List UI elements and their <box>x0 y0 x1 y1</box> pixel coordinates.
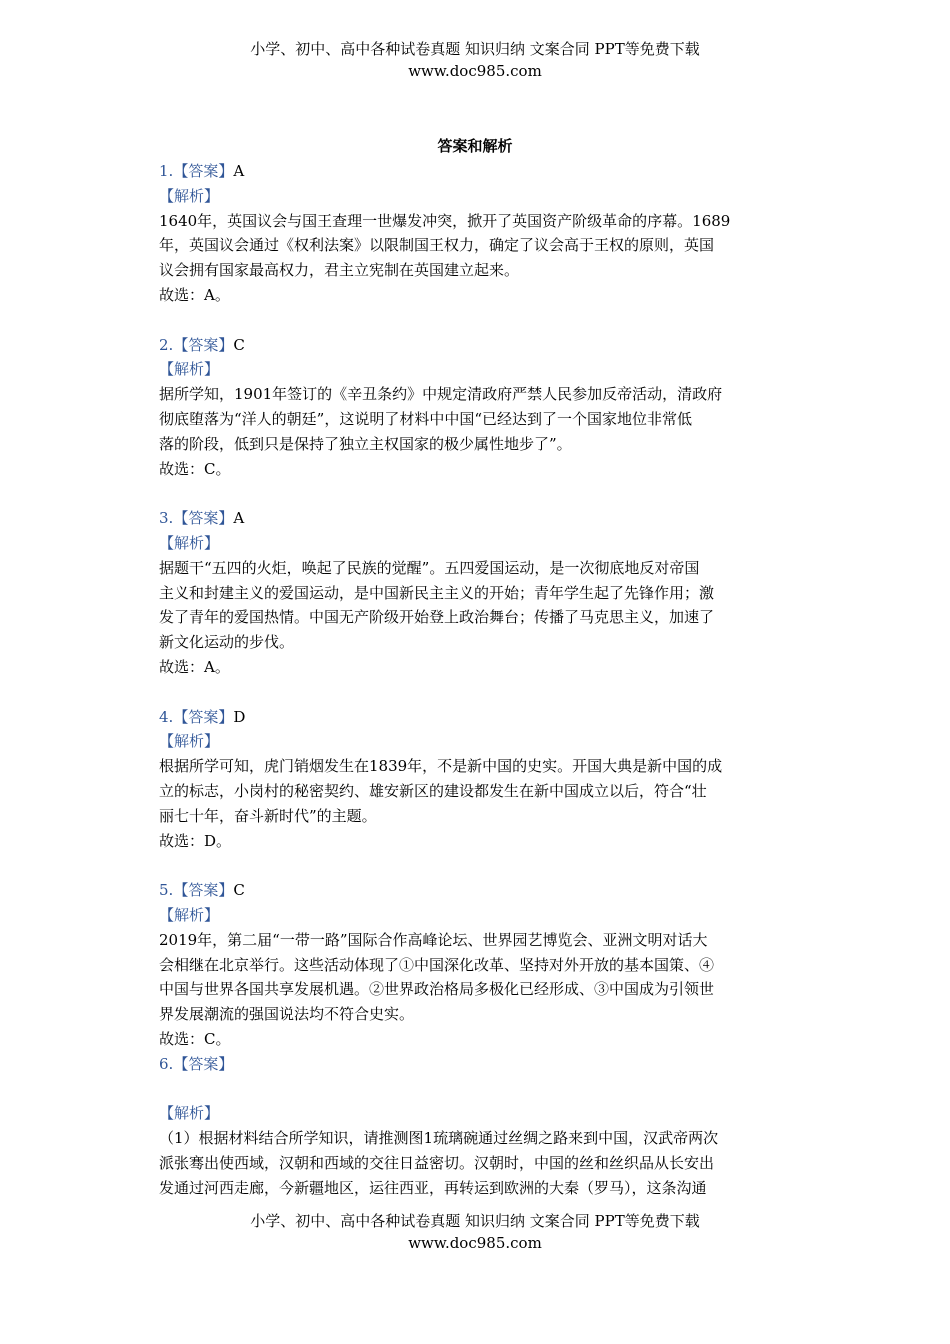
analysis-label: 【解析】 <box>159 186 220 205</box>
answer-line <box>159 506 791 531</box>
analysis-text-line: 落的阶段，低到只是保持了独立主权国家的极少属性地步了”。 <box>159 434 572 453</box>
analysis-text-line: 2019年，第二届“一带一路”国际合作高峰论坛、世界园艺博览会、亚洲文明对话大 <box>159 930 708 949</box>
analysis-text-line: 年，英国议会通过《权利法案》以限制国王权力，确定了议会高于王权的原则，英国 <box>159 236 715 255</box>
answer-label: 【答案】 <box>173 707 234 726</box>
analysis-label: 【解析】 <box>159 533 220 552</box>
analysis-text-line: 根据所学可知，虎门销烟发生在1839年，不是新中国的史实。开国大典是新中国的成 <box>159 757 723 776</box>
answer-line <box>159 878 791 903</box>
answer-item-4 <box>159 705 791 879</box>
analysis-text-line: 新文化运动的步伐。 <box>159 633 295 652</box>
answer-line <box>159 159 791 184</box>
analysis-text-line: 派张骞出使西域，汉朝和西域的交往日益密切。汉朝时，中国的丝和丝织品从长安出 <box>159 1153 715 1172</box>
analysis-text-line: 1640年，英国议会与国王查理一世爆发冲突，掀开了英国资产阶级革命的序幕。1689 <box>159 211 731 230</box>
answer-value: D <box>233 707 246 726</box>
conclusion: 故选：A。 <box>159 285 230 304</box>
analysis-text-line: 中国与世界各国共享发展机遇。②世界政治格局多极化已经形成、③中国成为引领世 <box>159 980 715 999</box>
answer-label: 【答案】 <box>173 1054 234 1073</box>
answer-list <box>159 159 791 1200</box>
analysis-text-line: 丽七十年，奋斗新时代”的主题。 <box>159 806 377 825</box>
analysis-label: 【解析】 <box>159 1104 220 1123</box>
analysis-text-line: 立的标志，小岗村的秘密契约、雄安新区的建设都发生在新中国成立以后，符合“壮 <box>159 781 707 800</box>
analysis-text-line: 主义和封建主义的爱国运动，是中国新民主主义的开始；青年学生起了先锋作用；激 <box>159 583 715 602</box>
analysis-text-line: 据所学知，1901年签订的《辛丑条约》中规定清政府严禁人民参加反帝活动，清政府 <box>159 385 723 404</box>
question-number: 3. <box>159 509 174 528</box>
question-number: 4. <box>159 707 174 726</box>
header-url: www.doc985.com <box>408 62 542 80</box>
answer-item-1 <box>159 159 791 333</box>
answer-item-3 <box>159 506 791 704</box>
answer-value: A <box>233 509 245 528</box>
analysis-label: 【解析】 <box>159 360 220 379</box>
answer-label: 【答案】 <box>173 335 234 354</box>
answer-item-5 <box>159 878 791 1052</box>
answer-label: 【答案】 <box>173 881 234 900</box>
conclusion: 故选：C。 <box>159 459 231 478</box>
question-number: 2. <box>159 335 174 354</box>
conclusion: 故选：C。 <box>159 1029 231 1048</box>
answer-value: C <box>233 335 245 354</box>
answer-item-2 <box>159 333 791 507</box>
analysis-text-line: 彻底堕落为“洋人的朝廷”，这说明了材料中中国“已经达到了一个国家地位非常低 <box>159 409 693 428</box>
answer-value: A <box>233 162 245 180</box>
analysis-text-line: 议会拥有国家最高权力，君主立宪制在英国建立起来。 <box>159 261 520 280</box>
answer-value: C <box>233 881 245 900</box>
answer-line <box>159 705 791 730</box>
answer-item-6 <box>159 1052 791 1201</box>
header-line-1: 小学、初中、高中各种试卷真题 知识归纳 文案合同 PPT等免费下载 <box>250 40 700 58</box>
footer-url: www.doc985.com <box>408 1234 542 1252</box>
conclusion: 故选：A。 <box>159 657 230 676</box>
question-number: 5. <box>159 881 174 900</box>
analysis-text-line: 发通过河西走廊，今新疆地区，运往西亚，再转运到欧洲的大秦（罗马），这条沟通 <box>159 1178 707 1197</box>
conclusion: 故选：D。 <box>159 831 232 850</box>
answer-label: 【答案】 <box>173 162 234 180</box>
analysis-text-line: 界发展潮流的强国说法均不符合史实。 <box>159 1005 415 1024</box>
analysis-text-line: 据题干“五四的火炬，唤起了民族的觉醒”。五四爱国运动，是一次彻底地反对帝国 <box>159 558 700 577</box>
answer-line <box>159 333 791 358</box>
answer-line <box>159 1052 791 1077</box>
footer-line-1: 小学、初中、高中各种试卷真题 知识归纳 文案合同 PPT等免费下载 <box>250 1212 700 1230</box>
answer-label: 【答案】 <box>173 509 234 528</box>
analysis-text-line: 发了青年的爱国热情。中国无产阶级开始登上政治舞台；传播了马克思主义，加速了 <box>159 608 715 627</box>
analysis-text-line: 会相继在北京举行。这些活动体现了①中国深化改革、坚持对外开放的基本国策、④ <box>159 955 715 974</box>
question-number: 1. <box>159 162 174 180</box>
analysis-label: 【解析】 <box>159 732 220 751</box>
analysis-label: 【解析】 <box>159 905 220 924</box>
page-footer <box>0 1210 950 1254</box>
page-title: 答案和解析 <box>437 137 513 155</box>
page-header <box>0 38 950 82</box>
question-number: 6. <box>159 1054 174 1073</box>
analysis-text-line: （1）根据材料结合所学知识，请推测图1琉璃碗通过丝绸之路来到中国，汉武帝两次 <box>159 1129 719 1148</box>
